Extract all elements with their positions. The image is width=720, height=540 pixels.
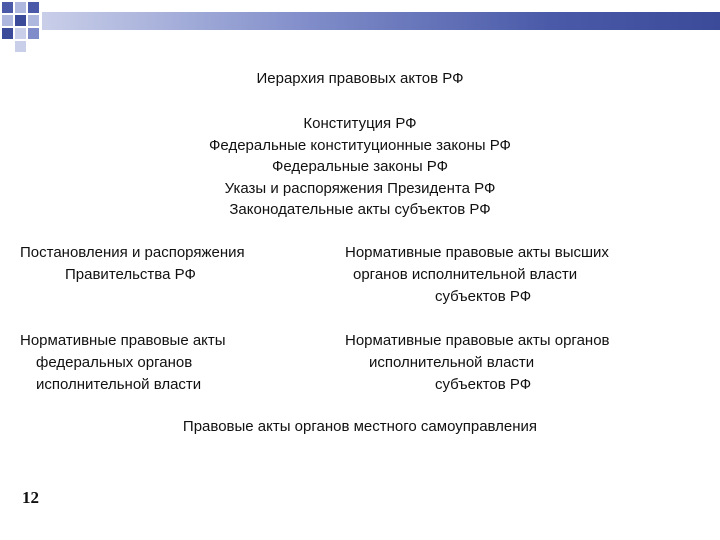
hierarchy-item-subject-laws: Законодательные акты субъектов РФ xyxy=(229,201,491,218)
hierarchy-item-president-decrees: Указы и распоряжения Президента РФ xyxy=(224,179,496,197)
hierarchy-top-list xyxy=(0,113,720,221)
right-block-regional-high xyxy=(345,242,609,308)
hierarchy-item-constitution: Конституция РФ xyxy=(303,115,417,132)
right-block-line: Нормативные правовые акты высших xyxy=(345,244,609,261)
decorative-squares-icon xyxy=(0,0,80,60)
left-block-line: Постановления и распоряжения xyxy=(20,244,245,261)
hierarchy-item-federal-laws: Федеральные законы РФ xyxy=(271,158,449,175)
right-block-line: субъектов РФ xyxy=(435,376,532,393)
right-block-line: субъектов РФ xyxy=(435,288,532,305)
left-block-government xyxy=(20,242,245,286)
page-number: 12 xyxy=(22,488,39,507)
left-block-line: исполнительной власти xyxy=(36,376,202,393)
left-block-line: федеральных органов xyxy=(36,354,193,371)
local-government-acts: Правовые акты органов местного самоуправления xyxy=(182,418,538,435)
left-block-federal-bodies xyxy=(20,330,226,396)
slide-title: Иерархия правовых актов РФ xyxy=(256,70,464,87)
left-block-line: Правительства РФ xyxy=(65,266,196,283)
header-gradient-bar xyxy=(42,12,720,30)
right-block-line: исполнительной власти xyxy=(369,354,535,371)
right-block-line: Нормативные правовые акты органов xyxy=(345,332,610,349)
left-block-line: Нормативные правовые акты xyxy=(20,332,226,349)
right-block-line: органов исполнительной власти xyxy=(353,266,578,283)
right-block-regional-bodies xyxy=(345,330,610,396)
hierarchy-item-fcl: Федеральные конституционные законы РФ xyxy=(209,136,511,154)
